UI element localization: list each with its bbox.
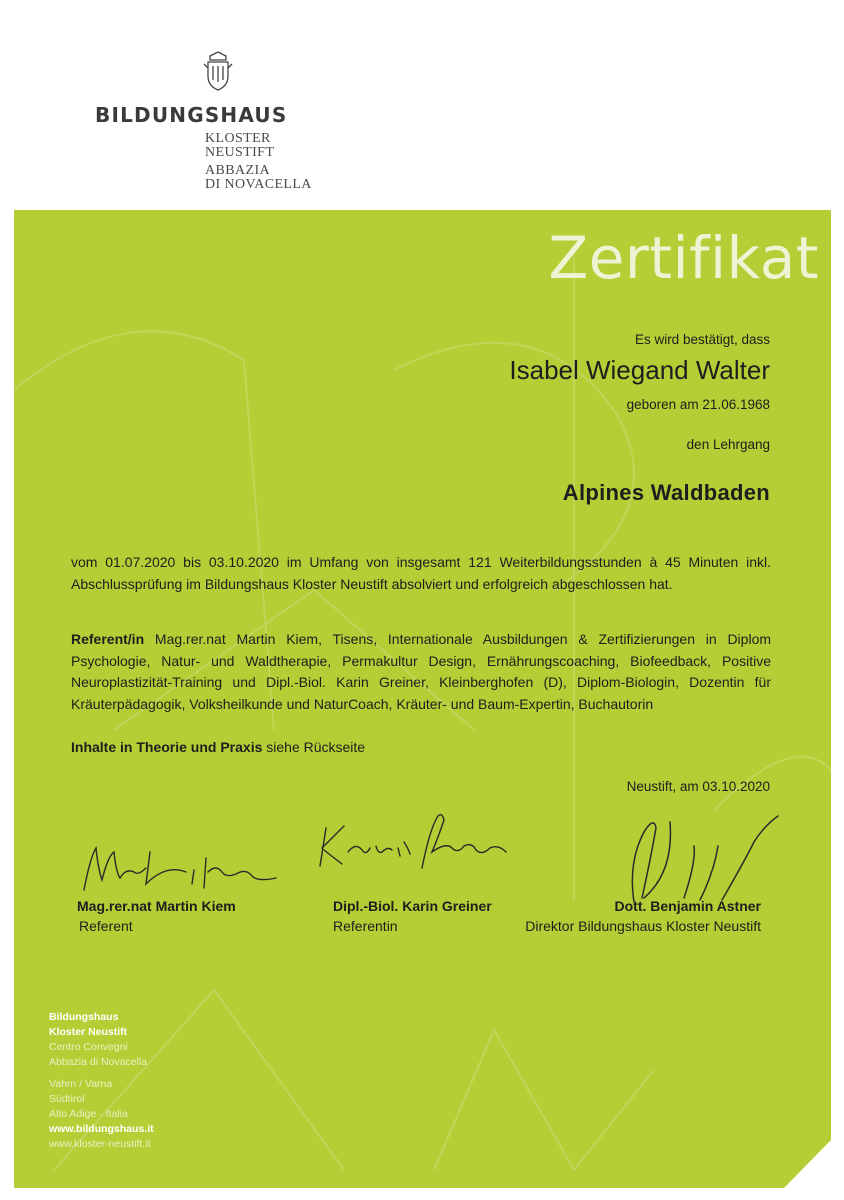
signer-name: Mag.rer.nat Martin Kiem bbox=[77, 898, 236, 914]
footer-org: Kloster Neustift bbox=[49, 1026, 128, 1038]
website-link[interactable]: www.kloster-neustift.it bbox=[49, 1138, 151, 1150]
confirm-text: Es wird bestätigt, dass bbox=[634, 332, 770, 347]
certificate-title: Zertifikat bbox=[548, 224, 819, 292]
monastery-crest-icon bbox=[196, 50, 240, 94]
footer-address bbox=[49, 1010, 154, 1152]
contents-text: siehe Rückseite bbox=[266, 739, 366, 755]
brand-subtitle bbox=[205, 132, 312, 192]
recipient-name: Isabel Wiegand Walter bbox=[509, 355, 770, 385]
signer-name: Dipl.-Biol. Karin Greiner bbox=[333, 898, 492, 914]
referent-text: Mag.rer.nat Martin Kiem, Tisens, Internationale Ausbildungen & Zertifizierungen in Diplom Psychologie, Natur- und Waldtherapie, Permakultur Design, Ernährungscoaching, Biofeedback, Positive Neuroplastizität-Training und Dipl.-Biol. Karin Greiner, Kleinberghofen (D), Diplom-Biologin, Dozentin für Kräuterpädagogik, Volksheilkunde und NaturCoach, Kräuter- und Baum-Expertin, Buchautorin bbox=[71, 631, 772, 712]
birth-date: geboren am 21.06.1968 bbox=[626, 397, 770, 412]
signature-karin-greiner bbox=[312, 808, 512, 878]
contents-line bbox=[71, 737, 771, 759]
footer-address-line: Südtirol bbox=[49, 1093, 85, 1105]
completion-text: vom 01.07.2020 bis 03.10.2020 im Umfang von insgesamt 121 Weiterbildungsstunden à 45 Minuten inkl. Abschlussprüfung im Bildungshaus Kloster Neustift absolviert und erfolgreich abgeschlossen hat. bbox=[71, 554, 771, 592]
signature-benjamin-astner bbox=[614, 802, 794, 912]
signer-name: Dott. Benjamin Astner bbox=[614, 898, 761, 914]
brand-sub-line: ABBAZIA bbox=[205, 163, 271, 178]
footer-address-line: Alto Adige · Italia bbox=[49, 1108, 128, 1120]
footer-org: Abbazia di Novacella bbox=[49, 1056, 148, 1068]
course-name: Alpines Waldbaden bbox=[562, 480, 770, 505]
place-date: Neustift, am 03.10.2020 bbox=[626, 779, 770, 794]
signature-martin-kiem bbox=[76, 838, 286, 898]
brand-name: BILDUNGSHAUS bbox=[95, 103, 288, 127]
referent-label: Referent/in bbox=[71, 631, 145, 647]
contents-label: Inhalte in Theorie und Praxis bbox=[71, 739, 263, 755]
footer-org: Bildungshaus bbox=[49, 1011, 119, 1023]
footer-address-line: Vahrn / Varna bbox=[49, 1078, 113, 1090]
website-link[interactable]: www.bildungshaus.it bbox=[49, 1123, 154, 1135]
footer-org: Centro Convegni bbox=[49, 1041, 128, 1053]
signer-role: Referent bbox=[79, 918, 133, 934]
brand-sub-line: NEUSTIFT bbox=[205, 145, 275, 160]
brand-sub-line: KLOSTER bbox=[205, 131, 271, 146]
signer-role: Direktor Bildungshaus Kloster Neustift bbox=[525, 918, 761, 934]
brand-sub-line: DI NOVACELLA bbox=[205, 177, 312, 192]
signer-role: Referentin bbox=[333, 918, 398, 934]
certificate-panel bbox=[14, 210, 831, 1188]
referent-paragraph bbox=[71, 629, 771, 715]
course-intro: den Lehrgang bbox=[686, 437, 770, 452]
